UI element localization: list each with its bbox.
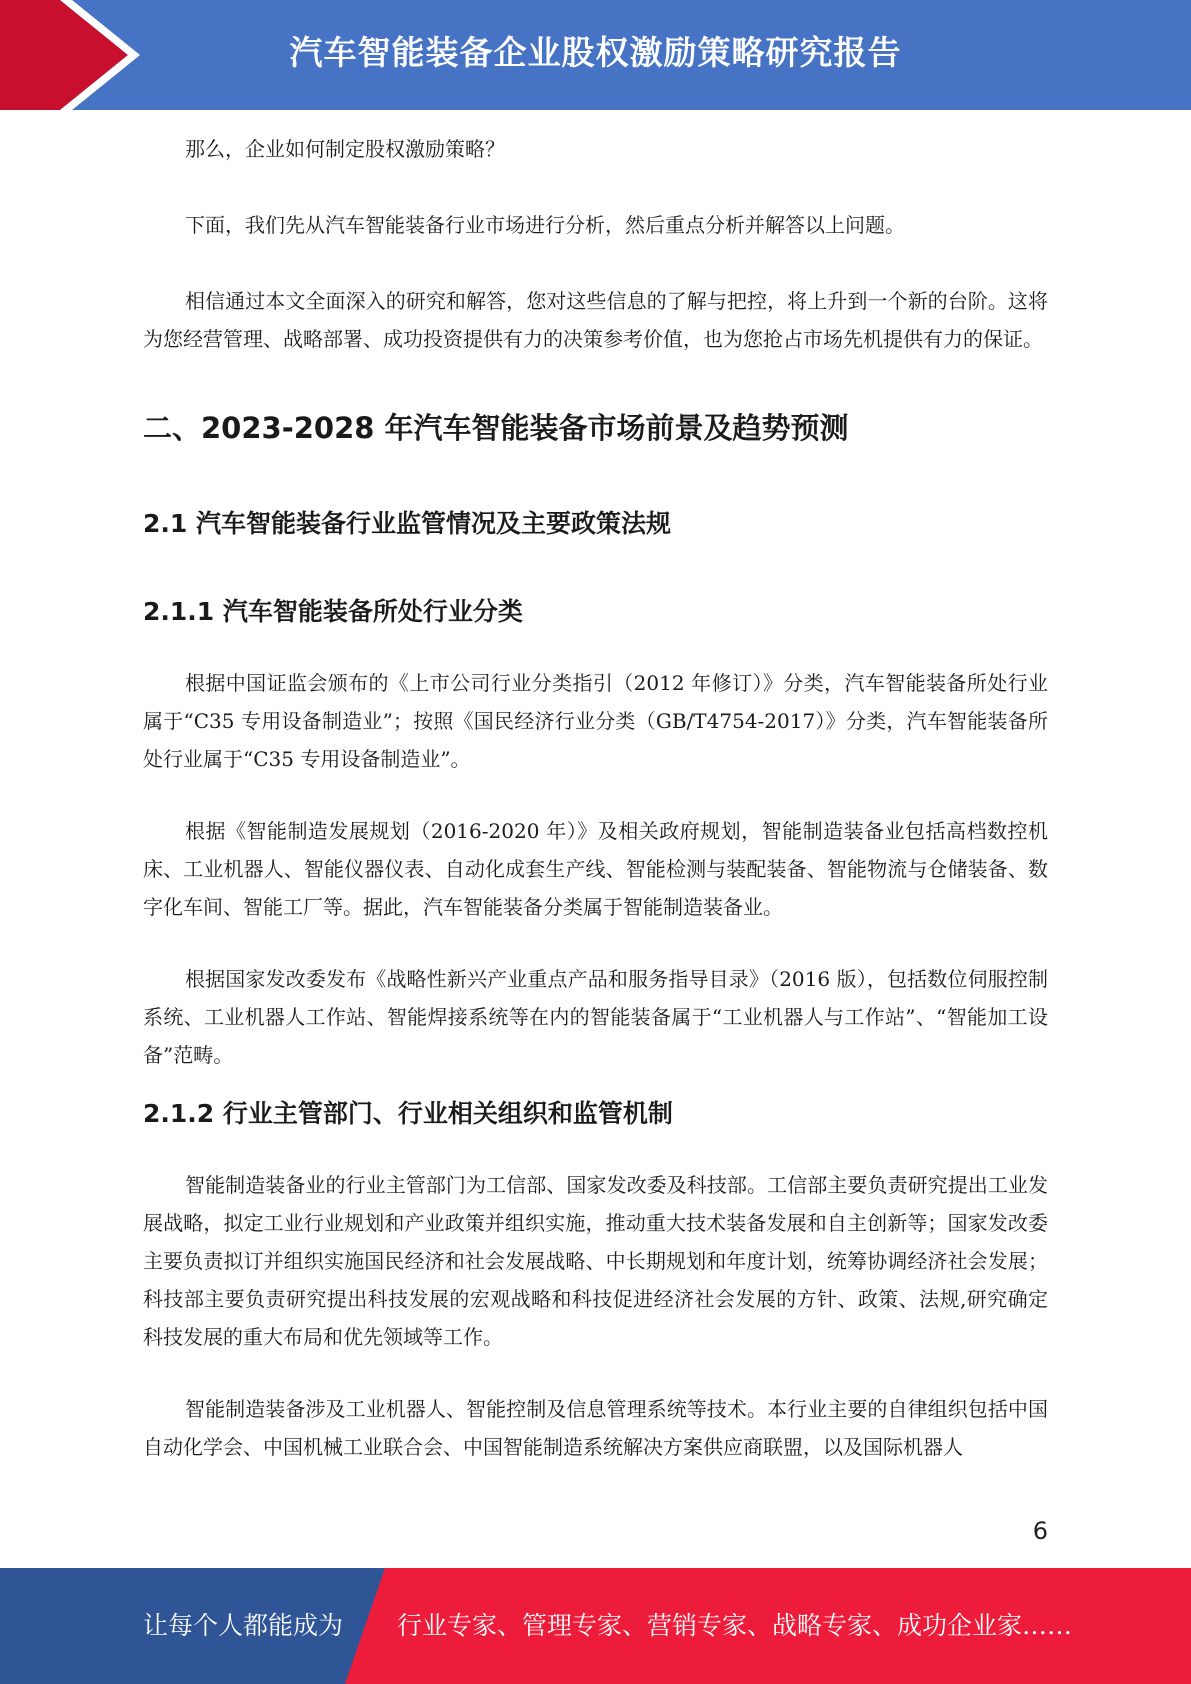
footer-slogan-left: 让每个人都能成为 [143, 1611, 344, 1640]
paragraph-6: 根据国家发改委发布《战略性新兴产业重点产品和服务指导目录》（2016 版），包括数位伺服控制系统、工业机器人工作站、智能焊接系统等在内的智能装备属于“工业机器人与工作站”、“智能加工设备”范畴。 [143, 967, 1048, 1067]
paragraph-1: 那么，企业如何制定股权激励策略？ [185, 137, 505, 161]
page-number: 6 [1032, 1517, 1048, 1545]
page-content [143, 130, 1048, 1466]
paragraph-4: 根据中国证监会颁布的《上市公司行业分类指引（2012 年修订）》分类，汽车智能装备所处行业属于“C35 专用设备制造业”；按照《国民经济行业分类（GB/T4754-2017）》分类，汽车智能装备所处行业属于“C35 专用设备制造业”。 [143, 671, 1048, 771]
page-footer [0, 1568, 1191, 1684]
report-title: 汽车智能装备企业股权激励策略研究报告 [289, 33, 902, 72]
paragraph-7: 智能制造装备业的行业主管部门为工信部、国家发改委及科技部。工信部主要负责研究提出工业发展战略，拟定工业行业规划和产业政策并组织实施，推动重大技术装备发展和自主创新等；国家发改委主要负责拟订并组织实施国民经济和社会发展战略、中长期规划和年度计划，统筹协调经济社会发展；科技部主要负责研究提出科技发展的宏观战略和科技促进经济社会发展的方针、政策、法规,研究确定科技发展的重大布局和优先领域等工作。 [143, 1173, 1048, 1349]
subsection-2-1-heading: 2.1 汽车智能装备行业监管情况及主要政策法规 [143, 509, 671, 538]
subsection-2-1-1-heading: 2.1.1 汽车智能装备所处行业分类 [143, 597, 523, 626]
page-header [0, 0, 1191, 110]
paragraph-3: 相信通过本文全面深入的研究和解答，您对这些信息的了解与把控，将上升到一个新的台阶。这将为您经营管理、战略部署、成功投资提供有力的决策参考价值，也为您抢占市场先机提供有力的保证。 [143, 289, 1048, 351]
paragraph-5: 根据《智能制造发展规划（2016-2020 年）》及相关政府规划，智能制造装备业包括高档数控机床、工业机器人、智能仪器仪表、自动化成套生产线、智能检测与装配装备、智能物流与仓储装备、数字化车间、智能工厂等。据此，汽车智能装备分类属于智能制造装备业。 [143, 819, 1048, 919]
section-heading: 二、2023-2028 年汽车智能装备市场前景及趋势预测 [143, 411, 849, 445]
subsection-2-1-2-heading: 2.1.2 行业主管部门、行业相关组织和监管机制 [143, 1099, 673, 1128]
paragraph-2: 下面，我们先从汽车智能装备行业市场进行分析，然后重点分析并解答以上问题。 [185, 213, 905, 237]
paragraph-8: 智能制造装备涉及工业机器人、智能控制及信息管理系统等技术。本行业主要的自律组织包括中国自动化学会、中国机械工业联合会、中国智能制造系统解决方案供应商联盟，以及国际机器人 [143, 1397, 1048, 1459]
footer-slogan-right: 行业专家、管理专家、营销专家、战略专家、成功企业家…… [397, 1611, 1073, 1640]
header-arrow-decoration [0, 0, 160, 110]
